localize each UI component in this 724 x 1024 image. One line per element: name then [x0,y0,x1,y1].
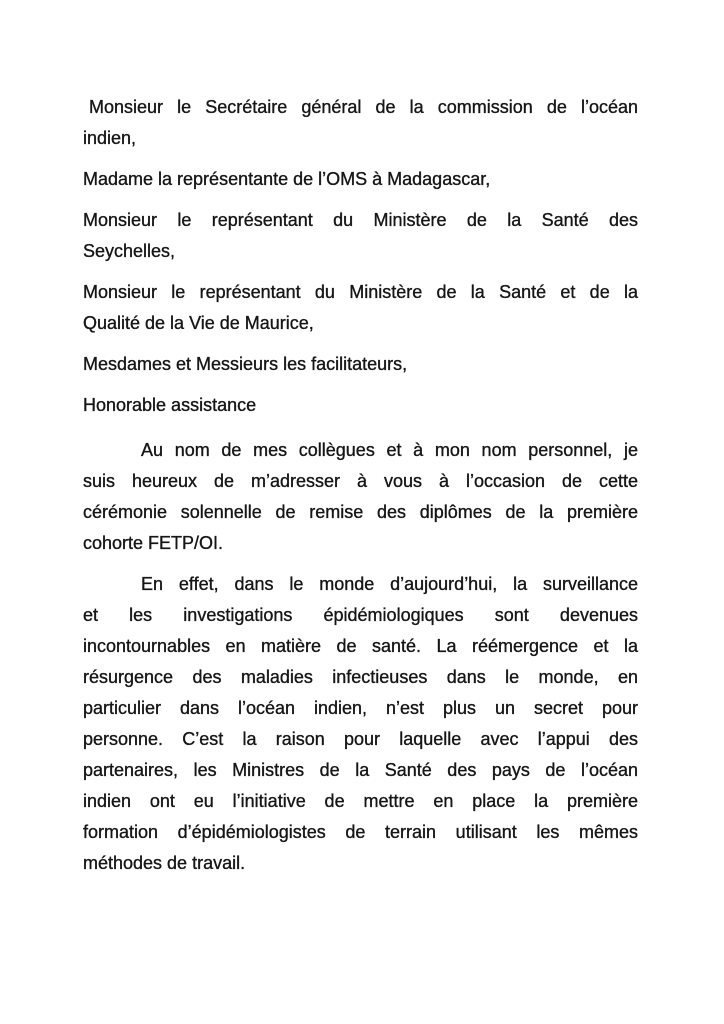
body-paragraph-remerciement [83,435,638,559]
salutation-paragraph-coi [83,92,638,154]
text-line: Au nom de mes collègues et à mon nom personnel, je [141,440,638,460]
text-line: Seychelles, [83,241,176,261]
salutation-paragraph-assistance [83,390,638,421]
salutation-paragraph-facilitateurs [83,349,638,380]
salutation-paragraph-oms [83,164,638,195]
text-line: Qualité de la Vie de Maurice, [83,313,314,333]
text-line: Mesdames et Messieurs les facilitateurs, [83,354,408,374]
salutation-paragraph-maurice [83,277,638,339]
body-paragraph-contexte [83,569,638,879]
text-line: cérémonie solennelle de remise des diplômes de la première [83,502,638,522]
text-line: partenaires, les Ministres de la Santé des pays de l’océan [83,760,638,780]
salutation-paragraph-seychelles [83,205,638,267]
text-line: indien, [83,128,137,148]
text-line: méthodes de travail. [83,853,246,873]
text-line: Monsieur le Secrétaire général de la commission de l’océan [89,97,638,117]
text-line: particulier dans l’océan indien, n’est plus un secret pour [83,698,638,718]
text-line: Monsieur le représentant du Ministère de la Santé des [83,210,638,230]
text-line: Madame la représentante de l’OMS à Madagascar, [83,169,491,189]
text-line: indien ont eu l’initiative de mettre en place la première [83,791,638,811]
text-line: cohorte FETP/OI. [83,533,224,553]
text-line: Monsieur le représentant du Ministère de la Santé et de la [83,282,638,302]
text-line: et les investigations épidémiologiques sont devenues [83,605,638,625]
text-line: résurgence des maladies infectieuses dans le monde, en [83,667,638,687]
text-line: formation d’épidémiologistes de terrain utilisant les mêmes [83,822,638,842]
text-line: Honorable assistance [83,395,257,415]
text-line: suis heureux de m’adresser à vous à l’occasion de cette [83,471,638,491]
document-text-block [83,92,638,889]
text-line: personne. C’est la raison pour laquelle avec l’appui des [83,729,638,749]
text-line: incontournables en matière de santé. La réémergence et la [83,636,638,656]
text-line: En effet, dans le monde d’aujourd’hui, la surveillance [141,574,638,594]
